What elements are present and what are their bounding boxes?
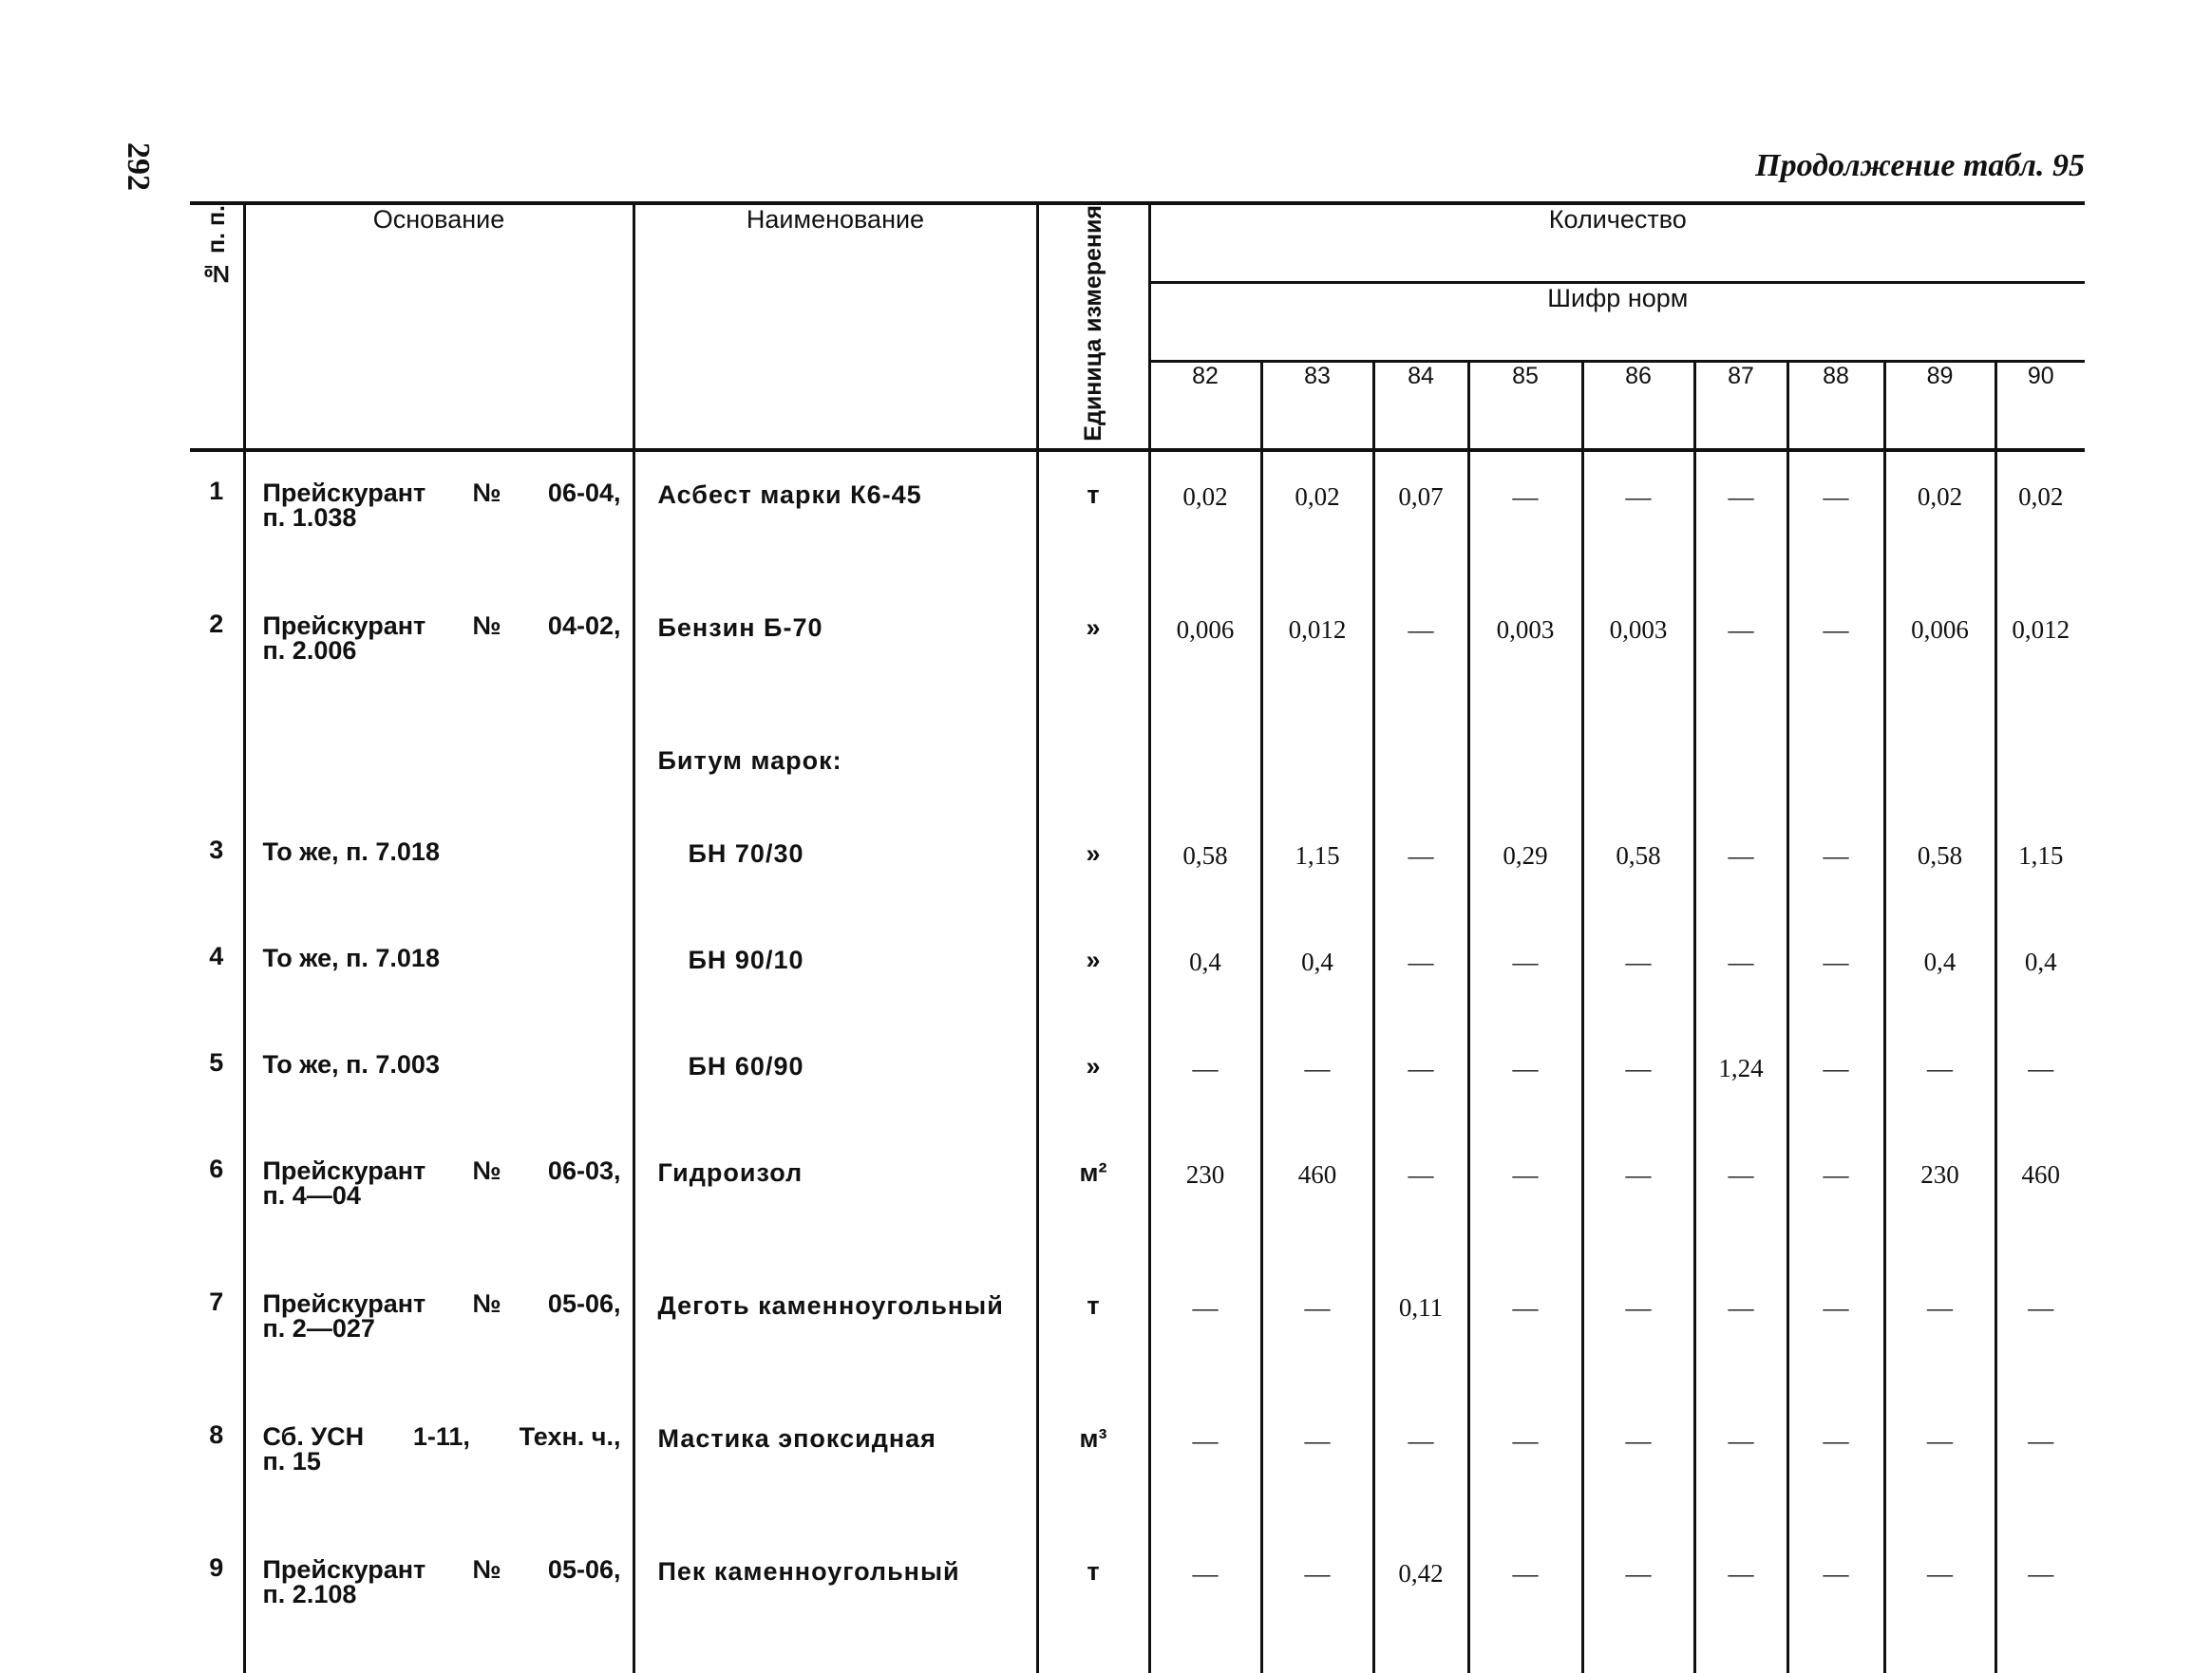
code-85: 85 [1468, 362, 1582, 450]
table-row: 4 То же, п. 7.018 БН 90/10 » 0,4 0,4 — — — — — 0,4 0,4 [190, 917, 2085, 1024]
table-row: 3 То же, п. 7.018 БН 70/30 » 0,58 1,15 — 0,29 0,58 — — 0,58 1,15 [190, 811, 2085, 917]
header-num: № п. п. [190, 203, 244, 450]
table-row: 6 Прейскурант № 06-03, п. 4—04 Гидроизол м² 230 460 — — — — — 230 460 [190, 1130, 2085, 1263]
header-name: Наименование [633, 203, 1037, 450]
table-row: 2 Прейскурант № 04-02, п. 2.006 Бензин Б-70 » 0,006 0,012 — 0,003 0,003 — — 0,006 0,012 [190, 585, 2085, 718]
continuation-title: Продолжение табл. 95 [1755, 148, 2085, 183]
table-row: 7 Прейскурант № 05-06, п. 2—027 Деготь каменноугольный т — — 0,11 — — — — — — [190, 1263, 2085, 1396]
header-unit: Единица измерения [1037, 203, 1149, 450]
code-83: 83 [1261, 362, 1373, 450]
code-90: 90 [1995, 362, 2085, 450]
table-row: 9 Прейскурант № 05-06, п. 2.108 Пек каменноугольный т — — 0,42 — — — — — — [190, 1529, 2085, 1673]
group-title: Битум марок: [633, 718, 1037, 811]
group-row [190, 718, 2085, 811]
code-87: 87 [1694, 362, 1787, 450]
code-89: 89 [1884, 362, 1995, 450]
header-code: Шифр норм [1149, 283, 2085, 362]
table-row: 1 Прейскурант № 06-04, п. 1.038 Асбест марки К6-45 т 0,02 0,02 0,07 — — — — 0,02 0,02 [190, 450, 2085, 585]
page-number: 292 [121, 142, 156, 191]
code-88: 88 [1787, 362, 1884, 450]
code-84: 84 [1373, 362, 1468, 450]
header-basis: Основание [244, 203, 633, 450]
code-82: 82 [1149, 362, 1261, 450]
header-quantity: Количество [1149, 203, 2085, 283]
table-row: 5 То же, п. 7.003 БН 60/90 » — — — — — 1,24 — — — [190, 1024, 2085, 1130]
norms-table [190, 201, 2085, 1673]
code-86: 86 [1582, 362, 1694, 450]
table-row: 8 Сб. УСН 1-11, Техн. ч., п. 15 Мастика эпоксидная м³ — — — — — — — — — [190, 1396, 2085, 1529]
